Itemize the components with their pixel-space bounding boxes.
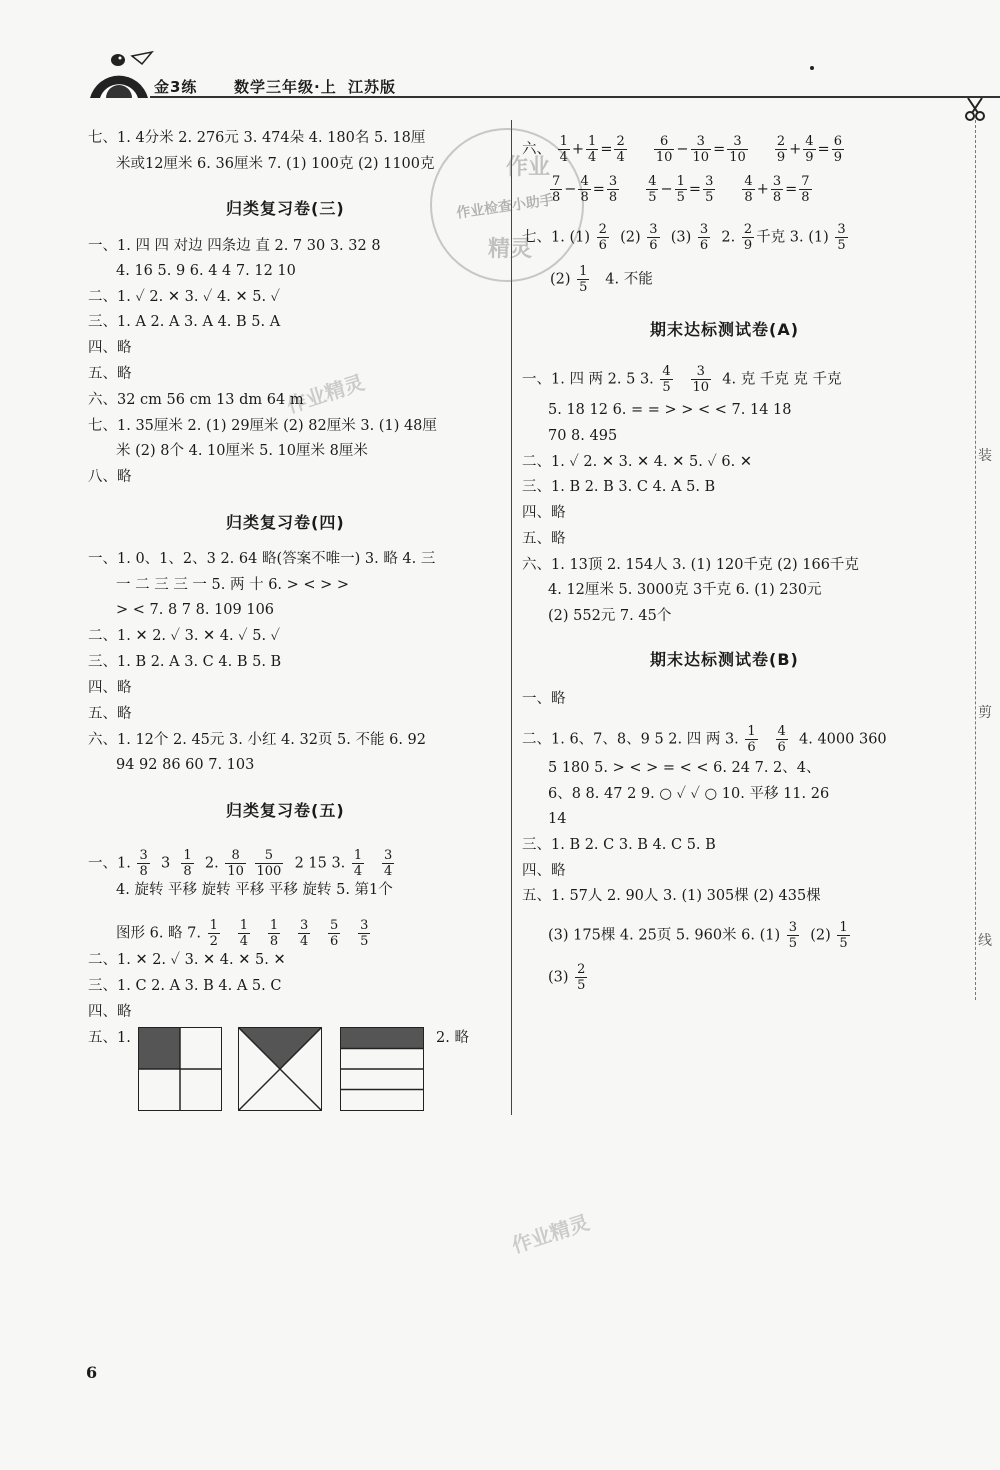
answer-line: 三、1. B 2. A 3. C 4. B 5. B [88,654,282,670]
fraction: $\frac{1}{4}$ [239,918,248,949]
answer-line: 五、略 [522,531,566,547]
answer-line: 米或12厘米 6. 36厘米 7. (1) 100克 (2) 1100克 [116,156,435,172]
answer-line: > < 7. 8 7 8. 109 106 [116,602,275,618]
fraction: $\frac{1}{4}$ [353,848,363,879]
answer-line: 二、1. 6、7、8、9 5 2. 四 两 3. $\frac{1}{6}$ $\frac{4}{6}$ 4. 4000 360 [522,724,887,755]
page-number: 6 [86,1363,98,1382]
square-diagram-triangle [238,1027,322,1111]
watermark: 作业精灵 [283,370,368,418]
answer-line: 五、1. [88,1030,131,1046]
fraction: $\frac{3}{4}$ [384,848,393,879]
subject-title: 数学三年级·上 [234,78,337,96]
answer-line: 一、略 [522,691,566,707]
edition-label: 江苏版 [348,78,397,96]
answer-line: 三、1. A 2. A 3. A 4. B 5. A [88,314,281,330]
text: 六、 [522,141,551,158]
answer-line: 三、1. C 2. A 3. B 4. A 5. C [88,978,282,994]
brand-name: 金3练 [154,78,198,96]
text: 2. [204,855,219,872]
watermark-stamp-text: 作业检查小助手 [455,192,555,222]
answer-line: (3) $\frac{2}{5}$ [548,962,586,993]
edge-label: 线 [978,933,992,949]
answer-line: (3) 175棵 4. 25页 5. 960米 6. (1) $\frac{3}{5}$ (2) $\frac{1}{5}$ [548,920,848,951]
answer-line: (2) 552元 7. 45个 [548,608,672,624]
fraction: $\frac{3}{5}$ [360,918,369,949]
square-diagram-quarter [138,1027,222,1111]
text: 2 15 3. [294,855,346,872]
section-title: 归类复习卷(三) [226,199,345,218]
answer-line: 2. 略 [436,1030,469,1046]
text: 图形 6. 略 7. [116,925,201,942]
answer-line: 六、 $\frac{1}{4}$ + $\frac{1}{4}$ = $\frac{2}{4}$ $\frac{6}{10}$ − $\frac{3}{10}$ = $\frac{3}{10}$ $\frac{2}{9}$ + $\frac{4}{9}$ = $\frac{6}{9}$ [522,134,842,165]
answer-line: 七、1. 35厘米 2. (1) 29厘米 (2) 82厘米 3. (1) 48厘 [88,418,437,434]
answer-line: 94 92 86 60 7. 103 [116,757,255,773]
answer-line [116,918,372,949]
answer-line: 一、1. 四 两 2. 5 3. $\frac{4}{5}$ $\frac{3}{10}$ 4. 克 千克 克 千克 [522,364,842,395]
square-diagram-strips [340,1027,424,1111]
text: 3 [160,855,171,872]
answer-line: 四、略 [88,680,132,696]
answer-line: 5 180 5. > < > = < < 6. 24 7. 2、4、 [548,760,821,776]
answer-line: 二、1. ✓ 2. ✕ 3. ✕ 4. ✕ 5. ✓ 6. ✕ [522,454,753,470]
edge-label: 装 [978,448,992,464]
cut-line [975,120,976,1000]
watermark-stamp-top: 作业 [506,155,551,180]
section-title: 期末达标测试卷(A) [650,320,800,339]
answer-line: 四、略 [88,1004,132,1020]
edge-label: 剪 [978,705,992,721]
answer-line [88,848,396,879]
watermark: 作业精灵 [508,1210,593,1258]
answer-line: 一 二 三 三 一 5. 两 十 6. > < > > [116,577,350,593]
section-title: 归类复习卷(四) [226,513,345,532]
answer-line: 四、略 [88,340,132,356]
answer-line: 五、略 [88,706,132,722]
answer-line: 二、1. ✕ 2. ✓ 3. ✕ 4. ✕ 5. ✕ [88,952,286,968]
answer-line: 4. 旋转 平移 旋转 平移 平移 旋转 5. 第1个 [116,882,393,898]
answer-line: 三、1. B 2. B 3. C 4. A 5. B [522,479,716,495]
answer-line: 一、1. 四 四 对边 四条边 直 2. 7 30 3. 32 8 [88,238,381,254]
answer-line: 六、1. 12个 2. 45元 3. 小红 4. 32页 5. 不能 6. 92 [88,732,427,748]
section-title: 期末达标测试卷(B) [650,650,799,669]
scissors-icon [962,96,988,122]
answer-line: 四、略 [522,505,566,521]
answer-line: 六、32 cm 56 cm 13 dm 64 m [88,392,304,408]
answer-line: 6、8 8. 47 2 9. ○ ✓ ✓ ○ 10. 平移 11. 26 [548,786,830,802]
fraction: $\frac{5}{100}$ [256,848,282,879]
answer-line: 五、1. 57人 2. 90人 3. (1) 305棵 (2) 435棵 [522,888,821,904]
answer-line: 4. 12厘米 5. 3000克 3千克 6. (1) 230元 [548,582,822,598]
answer-line: (2) $\frac{1}{5}$ 4. 不能 [550,264,653,295]
fraction: $\frac{3}{8}$ [139,848,148,879]
section-title: 归类复习卷(五) [226,801,345,820]
fraction: $\frac{1}{8}$ [269,918,279,949]
answer-line: 七、1. 4分米 2. 276元 3. 474朵 4. 180名 5. 18厘 [88,130,426,146]
answer-line: 4. 16 5. 9 6. 4 4 7. 12 10 [116,263,296,279]
fraction: $\frac{8}{10}$ [227,848,244,879]
answer-line: 一、1. 0、1、2、3 2. 64 略(答案不唯一) 3. 略 4. 三 [88,551,436,567]
answer-line: $\frac{7}{8}$ − $\frac{4}{8}$ = $\frac{3}{8}$ $\frac{4}{5}$ − $\frac{1}{5}$ = $\frac{3}{5}$ $\frac{4}{8}$ + $\frac{3}{8}$ = $\frac{7}{8}$ [552,174,810,205]
text: 一、1. [88,855,131,872]
fraction: $\frac{1}{8}$ [183,848,192,879]
answer-line: 二、1. ✓ 2. ✕ 3. ✓ 4. ✕ 5. ✓ [88,289,281,305]
answer-line: 70 8. 495 [548,428,618,444]
answer-line: 三、1. B 2. C 3. B 4. C 5. B [522,837,716,853]
answer-line: 二、1. ✕ 2. ✓ 3. ✕ 4. ✓ 5. ✓ [88,628,281,644]
answer-line: 七、1. (1) $\frac{2}{6}$ (2) $\frac{3}{6}$ (3) $\frac{3}{6}$ 2. $\frac{2}{9}$ 千克 3. (1) $\frac{3}{5}$ [522,222,846,253]
fraction: $\frac{5}{6}$ [330,918,339,949]
watermark-stamp-bottom: 精灵 [488,237,533,262]
fraction: $\frac{3}{4}$ [299,918,309,949]
answer-line: 五、略 [88,366,132,382]
answer-line: 六、1. 13顶 2. 154人 3. (1) 120千克 (2) 166千克 [522,557,859,573]
answer-line: 5. 18 12 6. = = > > < < 7. 14 18 [548,402,792,418]
answer-line: 八、略 [88,469,132,485]
fraction: $\frac{1}{2}$ [209,918,218,949]
answer-line: 四、略 [522,863,566,879]
answer-line: 米 (2) 8个 4. 10厘米 5. 10厘米 8厘米 [116,443,368,459]
answer-line: 14 [548,811,567,827]
